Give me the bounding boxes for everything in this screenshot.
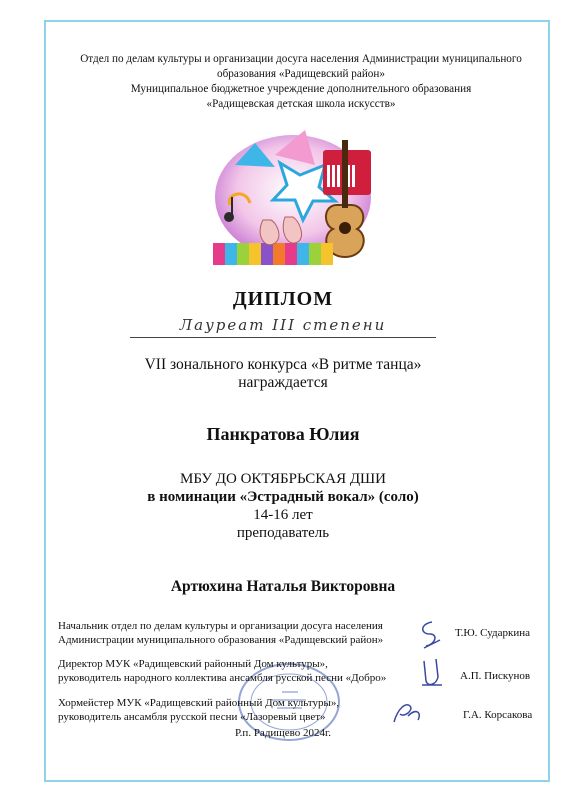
signature-2-line-2: руководитель народного коллектива ансамбля русской песни «Добро» [58,672,387,684]
signature-3-title [58,696,339,724]
issuer-header [58,52,544,112]
signature-2-title [58,657,386,685]
signature-1-line-1: Начальник отдел по делам культуры и организации досуга населения [58,620,383,632]
signature-3-line-1: Хормейстер МУК «Радищевский районный Дом культуры», [58,697,340,709]
nomination: в номинации «Эстрадный вокал» (соло) [147,489,419,505]
award-degree-handwritten: Лауреат III степени [179,316,387,334]
signature-1-name: Т.Ю. Сударкина [455,627,531,639]
place-and-year: Р.п. Радищево 2024г. [234,727,332,739]
recipient-details [0,470,566,542]
school-name: МБУ ДО ОКТЯБРЬСКАЯ ДШИ [179,471,387,487]
header-line-3: Муниципальное бюджетное учреждение дополнительного образования [130,83,472,95]
contest-block [0,356,566,392]
header-line-4: «Радищевская детская школа искусств» [206,98,396,110]
signature-1-line-2: Администрации муниципального образования «Радищевский район» [58,634,384,646]
music-emblem-illustration [205,125,390,273]
header-line-2: образования «Радищевский район» [217,68,385,80]
diploma-title: ДИПЛОМ [232,288,334,310]
header-line-1: Отдел по делам культуры и организации досуга населения Администрации муниципального [80,53,522,65]
signature-2-name: А.П. Пискунов [460,670,531,682]
degree-underline [130,337,436,338]
recipient-name: Панкратова Юлия [206,424,360,444]
signature-1-scribble [416,618,444,652]
awarded-label: награждается [238,374,328,391]
signature-1-title [58,619,383,647]
teacher-label: преподаватель [236,525,330,541]
signature-3-line-2: руководитель ансамбля русской песни «Лазоревый цвет» [58,711,326,723]
age-group: 14-16 лет [253,507,313,523]
signature-3-name: Г.А. Корсакова [463,709,533,721]
signature-2-line-1: Директор МУК «Радищевский районный Дом культуры», [58,658,328,670]
contest-name: VII зонального конкурса «В ритме танца» [144,356,422,373]
signature-3-scribble [388,698,428,728]
signature-2-scribble [418,655,446,691]
teacher-name: Артюхина Наталья Викторовна [170,578,396,595]
